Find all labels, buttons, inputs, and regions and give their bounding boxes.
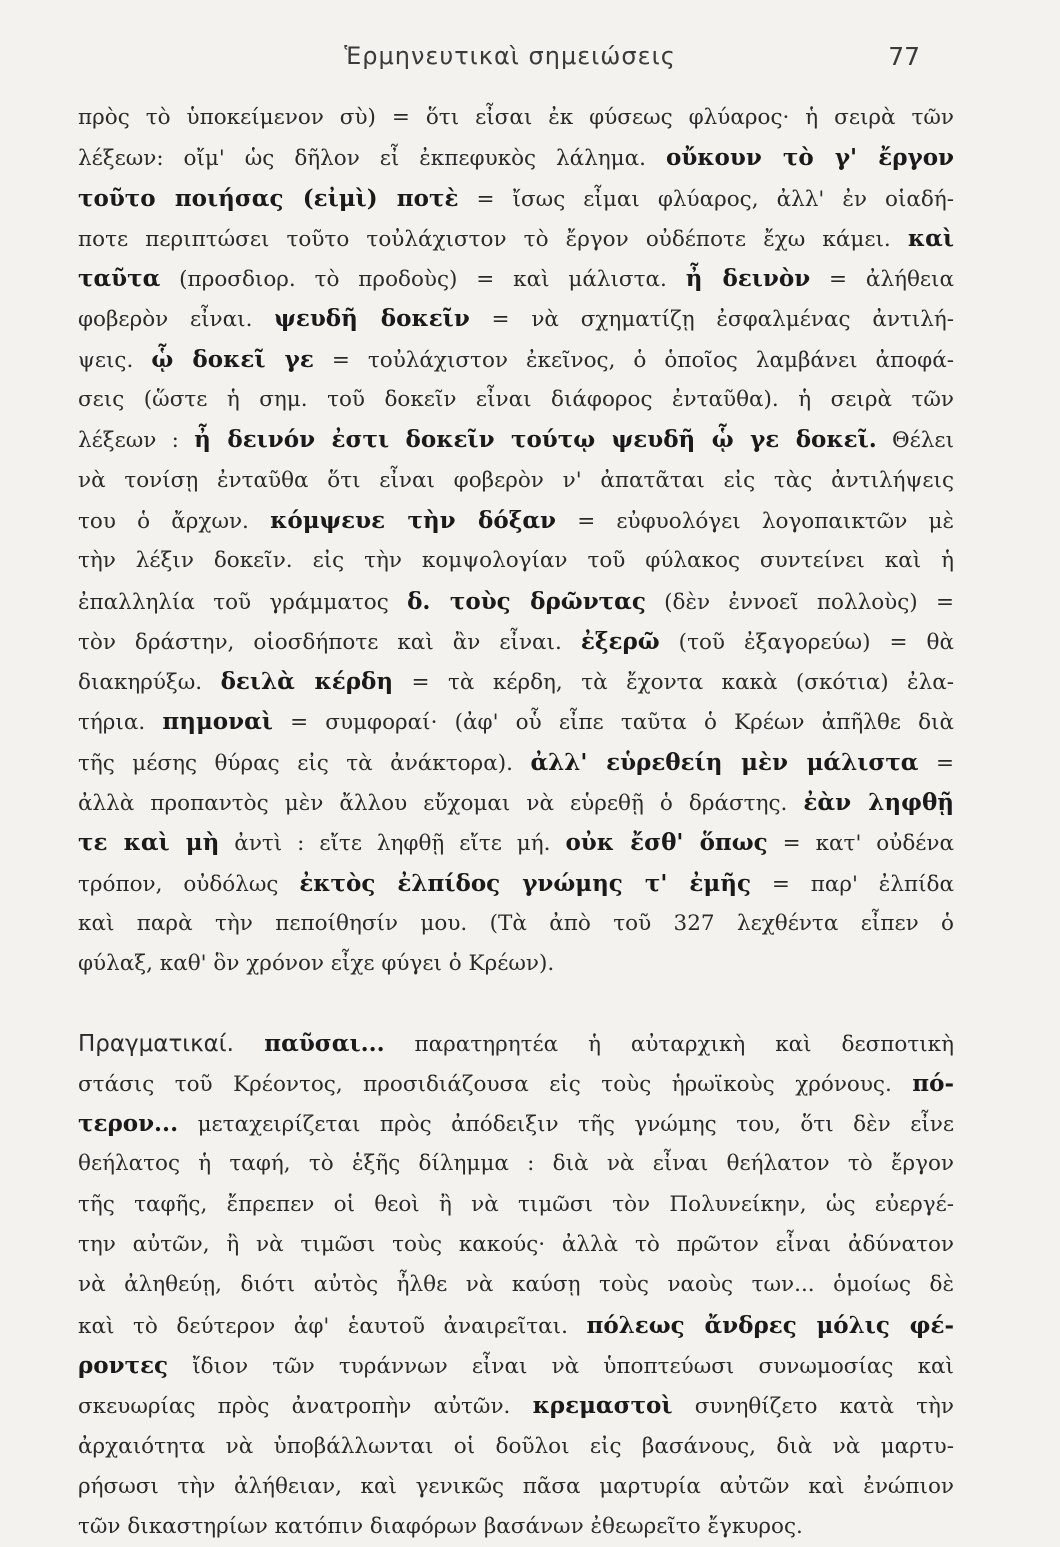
text-line: [78, 98, 954, 138]
text-line: [78, 179, 954, 219]
lemma-bold: ᾧ δοκεῖ γε: [151, 345, 314, 373]
page-number: 77: [888, 42, 920, 71]
gloss-text: = ἴσως εἶμαι φλύαρος, ἀλλ' ἐν οἱαδή-: [458, 186, 954, 212]
lemma-bold: ἐκτὸς ἐλπίδος γνώμης τ' ἐμῆς: [299, 869, 751, 897]
text-line: [78, 299, 954, 339]
lemma-bold: καὶ: [907, 224, 954, 252]
gloss-text: τὴν λέξιν δοκεῖν. εἰς τὴν κομψολογίαν τοῦ φύλακος συντείνει καὶ ἡ: [78, 548, 954, 574]
gloss-text: φύλαξ, καθ' ὃν χρόνον εἶχε φύγει ὁ Κρέων).: [78, 951, 555, 977]
gloss-text: ἐπαλληλία τοῦ γράμματος: [78, 589, 408, 615]
gloss-text: Θέλει: [876, 428, 954, 454]
text-line: [78, 1225, 954, 1265]
text-line: [78, 662, 954, 702]
text-line: [78, 420, 954, 460]
text-line: [78, 1024, 954, 1064]
text-line: [78, 823, 954, 863]
gloss-text: τῆς ταφῆς, ἔπρεπεν οἱ θεοὶ ἢ νὰ τιμῶσι τὸν Πολυνείκην, ὡς εὐεργέ-: [78, 1191, 954, 1217]
gloss-text: στάσις τοῦ Κρέοντος, προσιδιάζουσα εἰς τοὺς ἡρωϊκοὺς χρόνους.: [78, 1071, 913, 1097]
gloss-text: = συμφοραί· (ἀφ' οὗ εἶπε ταῦτα ὁ Κρέων ἀπῆλθε διὰ: [272, 710, 954, 736]
gloss-text: τρόπον, οὐδόλως: [78, 871, 300, 897]
section-heading: Πραγματικαί.: [78, 1030, 265, 1057]
text-line: [78, 783, 954, 823]
text-line: [78, 904, 954, 944]
text-line: [78, 501, 954, 541]
text-line: [78, 1104, 954, 1144]
gloss-text: παρατηρητέα ἡ αὐταρχικὴ καὶ δεσποτικὴ: [384, 1031, 954, 1057]
text-line: [78, 1306, 954, 1346]
lemma-bold: τοῦτο ποιήσας (εἰμὶ) ποτὲ: [78, 184, 459, 212]
gloss-text: = νὰ σχηματίζῃ ἐσφαλμένας ἀντιλή-: [469, 307, 954, 333]
text-line: [78, 1064, 954, 1104]
text-line: [78, 380, 954, 420]
text-line: [78, 1427, 954, 1467]
text-line: [78, 1265, 954, 1305]
text-line: [78, 461, 954, 501]
text-line: [78, 541, 954, 581]
gloss-text: ποτε περιπτώσει τοῦτο τοὐλάχιστον τὸ ἔργον οὐδέποτε ἔχω κάμει.: [78, 226, 908, 252]
text-line: [78, 340, 954, 380]
lemma-bold: πημοναὶ: [162, 708, 273, 736]
lemma-bold: κρεμαστοὶ: [532, 1392, 673, 1420]
text-line: [78, 1185, 954, 1225]
text-line: [78, 1386, 954, 1426]
text-line: [78, 1346, 954, 1386]
gloss-text: τῶν δικαστηρίων κατόπιν διαφόρων βασάνων ἐθεωρεῖτο ἔγκυρος.: [78, 1514, 803, 1540]
gloss-text: = εὐφυολόγει λογοπαικτῶν μὲ: [555, 508, 954, 534]
gloss-text: ἀρχαιότητα νὰ ὑποβάλλωνται οἱ δοῦλοι εἰς βασάνους, διὰ νὰ μαρτυ-: [78, 1433, 954, 1459]
running-head: [100, 42, 920, 82]
gloss-text: τὸν δράστην, οἱοσδήποτε καὶ ἂν εἶναι.: [78, 629, 581, 655]
lemma-bold: ταῦτα: [78, 265, 161, 293]
gloss-text: καὶ παρὰ τὴν πεποίθησίν μου. (Τὰ ἀπὸ τοῦ 327 λεχθέντα εἶπεν ὁ: [78, 910, 954, 936]
gloss-text: νὰ ἀληθεύῃ, διότι αὐτὸς ἦλθε νὰ καύσῃ τοὺς ναοὺς των... ὁμοίως δὲ: [78, 1272, 954, 1298]
text-line: [78, 1144, 954, 1184]
text-line: [78, 743, 954, 783]
lemma-bold: ἦ δεινὸν: [685, 265, 811, 293]
gloss-text: (προσδιορ. τὸ προδοὺς) = καὶ μάλιστα.: [160, 267, 686, 293]
lemma-bold: οὔκουν τὸ γ' ἔργον: [665, 144, 954, 172]
gloss-text: νὰ τονίσῃ ἐνταῦθα ὅτι εἶναι φοβερὸν ν' ἀπατᾶται εἰς τὰς ἀντιλήψεις: [78, 467, 954, 493]
lemma-bold: ψευδῆ δοκεῖν: [274, 305, 470, 333]
gloss-text: μεταχειρίζεται πρὸς ἀπόδειξιν τῆς γνώμης του, ὅτι δὲν εἶνε: [178, 1112, 954, 1138]
gloss-text: = τοὐλάχιστον ἐκεῖνος, ὁ ὁποῖος λαμβάνει ἀποφά-: [313, 347, 954, 373]
text-line: [78, 582, 954, 622]
lemma-bold: δειλὰ κέρδη: [220, 668, 394, 696]
gloss-text: ἴδιον τῶν τυράννων εἶναι νὰ ὑποπτεύωσι συνωμοσίας καὶ: [168, 1353, 954, 1379]
commentary-paragraph-1: [78, 98, 954, 985]
gloss-text: σκευωρίας πρὸς ἀνατροπὴν αὐτῶν.: [78, 1394, 533, 1420]
gloss-text: τήρια.: [78, 710, 163, 736]
gloss-text: ἀλλὰ προπαντὸς μὲν ἄλλου εὔχομαι νὰ εὑρεθῇ ὁ δράστης.: [78, 791, 804, 817]
text-line: [78, 1467, 954, 1507]
gloss-text: συνηθίζετο κατὰ τὴν: [672, 1394, 954, 1420]
gloss-text: τῆς μέσης θύρας εἰς τὰ ἀνάκτορα).: [78, 750, 531, 776]
gloss-text: λέξεων: οἴμ' ὡς δῆλον εἶ ἐκπεφυκὸς λάλημα.: [78, 146, 666, 172]
commentary-paragraph-2: [78, 1024, 954, 1547]
gloss-text: σεις (ὥστε ἡ σημ. τοῦ δοκεῖν εἶναι διάφορος ἐνταῦθα). ἡ σειρὰ τῶν: [78, 387, 954, 413]
text-line: [78, 138, 954, 178]
lemma-bold: ἐὰν ληφθῇ: [803, 789, 954, 817]
gloss-text: =: [918, 750, 954, 776]
gloss-text: = παρ' ἐλπίδα: [750, 871, 954, 897]
lemma-bold: παῦσαι...: [264, 1029, 385, 1057]
text-line: [78, 864, 954, 904]
gloss-text: = τὰ κέρδη, τὰ ἔχοντα κακὰ (σκότια) ἐλα-: [393, 670, 954, 696]
gloss-text: λέξεων :: [78, 428, 195, 454]
gloss-text: = ἀλήθεια: [810, 267, 954, 293]
text-line: [78, 702, 954, 742]
lemma-bold: πόλεως ἄνδρες μόλις φέ-: [586, 1311, 954, 1339]
lemma-bold: ἀλλ' εὑρεθείη μὲν μάλιστα: [530, 748, 919, 776]
gloss-text: του ὁ ἄρχων.: [78, 508, 271, 534]
gloss-text: (τοῦ ἐξαγορεύω) = θὰ: [659, 629, 954, 655]
text-line: [78, 622, 954, 662]
gloss-text: διακηρύξω.: [78, 670, 221, 696]
gloss-text: = κατ' οὐδένα: [767, 831, 954, 857]
gloss-text: ψεις.: [78, 347, 152, 373]
lemma-bold: ἦ δεινόν ἐστι δοκεῖν τούτῳ ψευδῆ ᾧ γε δοκεῖ.: [194, 426, 877, 454]
lemma-bold: πό-: [912, 1069, 954, 1097]
gloss-text: (δὲν ἐννοεῖ πολλοὺς) =: [645, 589, 954, 615]
text-line: [78, 1507, 954, 1547]
gloss-text: φοβερὸν εἶναι.: [78, 307, 275, 333]
text-line: [78, 259, 954, 299]
gloss-text: την αὐτῶν, ἢ νὰ τιμῶσι τοὺς κακούς· ἀλλὰ τὸ πρῶτον εἶναι ἀδύνατον: [78, 1232, 954, 1258]
gloss-text: θεήλατος ἡ ταφή, τὸ ἑξῆς δίλημμα : διὰ νὰ εἶναι θεήλατον τὸ ἔργον: [78, 1151, 954, 1177]
lemma-bold: οὐκ ἔσθ' ὅπως: [565, 829, 768, 857]
running-title: Ἑρμηνευτικαὶ σημειώσεις: [344, 42, 676, 70]
gloss-text: ἀντὶ : εἴτε ληφθῇ εἴτε μή.: [219, 831, 566, 857]
gloss-text: καὶ τὸ δεύτερον ἀφ' ἑαυτοῦ ἀναιρεῖται.: [78, 1313, 587, 1339]
text-line: [78, 944, 954, 984]
lemma-bold: τερον...: [78, 1110, 179, 1138]
paragraph-gap: [78, 985, 954, 1024]
lemma-bold: ἐξερῶ: [580, 627, 660, 655]
lemma-bold: δ. τοὺς δρῶντας: [407, 587, 646, 615]
lemma-bold: ροντες: [78, 1351, 169, 1379]
lemma-bold: κόμψευε τὴν δόξαν: [270, 506, 556, 534]
gloss-text: πρὸς τὸ ὑποκείμενον σὺ) = ὅτι εἶσαι ἐκ φύσεως φλύαρος· ἡ σειρὰ τῶν: [78, 105, 954, 130]
body-text: [78, 98, 954, 1547]
text-line: [78, 219, 954, 259]
gloss-text: ρήσωσι τὴν ἀλήθειαν, καὶ γενικῶς πᾶσα μαρτυρία αὐτῶν καὶ ἐνώπιον: [78, 1473, 954, 1499]
lemma-bold: τε καὶ μὴ: [78, 829, 220, 857]
